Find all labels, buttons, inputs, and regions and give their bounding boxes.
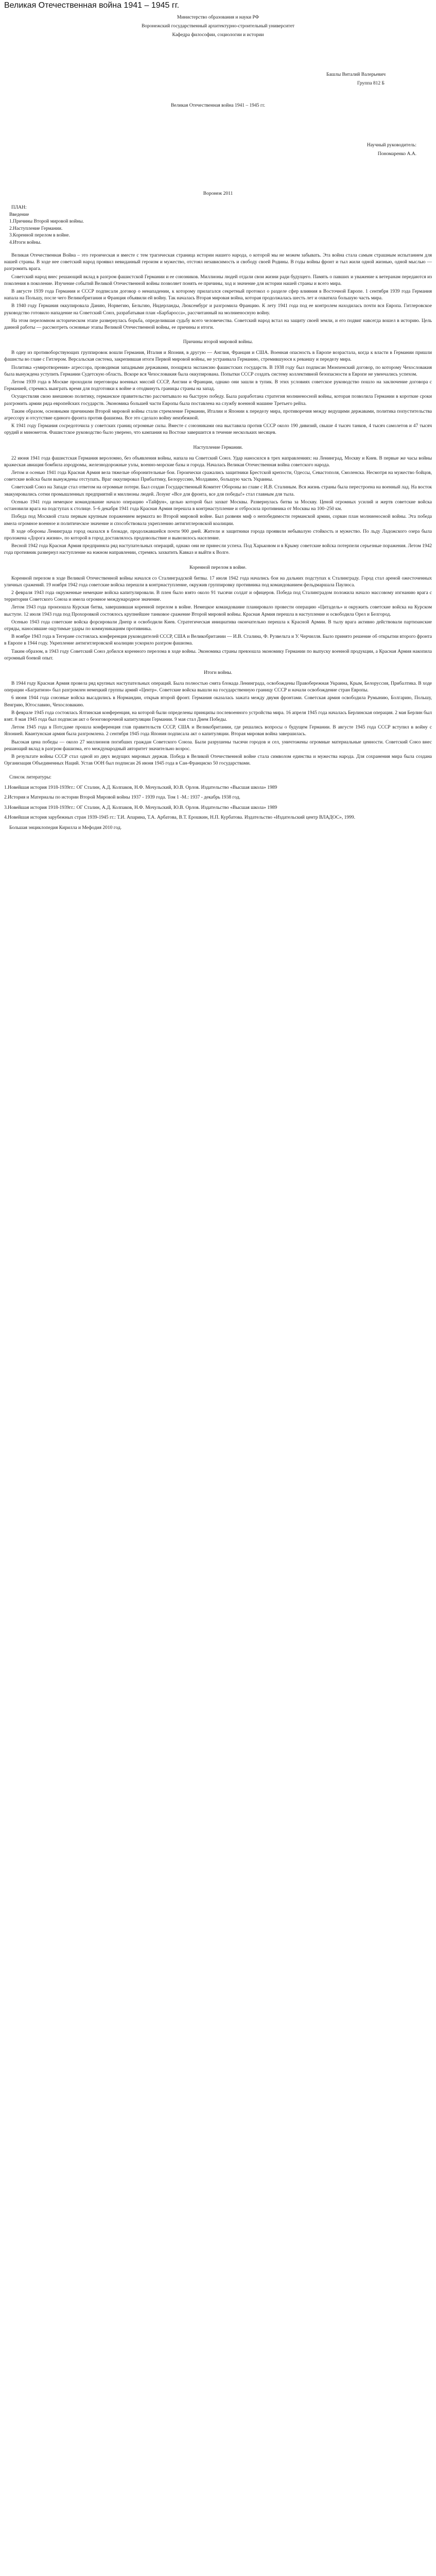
section-paragraph: В одну из противоборствующих группировок вошли Германия, Италия и Япония, в другую — Англия, Франция и США. Военная опасность в Европе возрастала, когда к власти в Германии пришли фашисты во главе с Гитлером. Версальская система, закрепившая итоги Первой мировой войны, не устраивала Германию, стремившуюся к реваншу и переделу мира. <box>4 350 432 363</box>
place-year: Воронеж 2011 <box>203 191 233 196</box>
literature-item: 2.История и Материалы по истории Второй Мировой войны 1937 - 1939 года. Том 1 -М.: 1937 - декабрь 1938 год. <box>4 795 240 801</box>
section-offensive <box>4 445 432 557</box>
department-line: Кафедра философии, социологии и истории <box>172 32 264 38</box>
intro-paragraph: В августе 1939 года Германия и СССР подписали договор о ненападении, к которому прилагался секретный протокол о разделе сфер влияния в Восточной Европе. 1 сентября 1939 года Германия напала на Польшу, после чего Великобритания и Франция объявили ей войну. Так началась Вторая мировая война, которая продолжалась шесть лет и охватила большую часть мира. <box>4 289 432 301</box>
author-group: Группа 812 Б <box>357 81 385 86</box>
plan-item: 4.Итоги войны. <box>9 240 42 245</box>
section-paragraph: Осенью 1941 года немецкое командование начало операцию «Тайфун», целью которой был захват Москвы. Развернулась битва за Москву. Ценой огромных усилий и жертв советские войска остановили врага на подступах к столице. 5–6 декабря 1941 года Красная Армия перешла в контрнаступление и отбросила противника от Москвы на 100–250 км. <box>4 499 432 512</box>
intro-paragraph: На этом переломном историческом этапе развернулась борьба, определившая судьбу всего человечества. Советский народ встал на защиту своей земли, и его подвиг навсегда вошел в историю. Цель данной работы — рассмотреть основные этапы Великой Отечественной войны, ее причины и итоги. <box>4 318 432 331</box>
section-paragraph: В феврале 1945 года состоялась Ялтинская конференция, на которой были определены принципы послевоенного устройства мира. 16 апреля 1945 года началась Берлинская операция. 2 мая Берлин был взят. 8 мая 1945 года был подписан акт о безоговорочной капитуляции Германии. 9 мая стал Днем Победы. <box>4 710 432 722</box>
section-paragraph: Осенью 1943 года советские войска форсировали Днепр и освободили Киев. Стратегическая инициатива окончательно перешла к Красной Армии. В тылу врага активно действовали партизанские отряды, наносившие ощутимые удары по коммуникациям противника. <box>4 619 432 632</box>
literature-item: 3.Новейшая история 1918-1939гг.: ОГ Сталин, А.Д. Колпаков, Н.Ф. Мочульский, Ю.В. Орлов. Издательство «Высшая школа» 1989 <box>4 805 277 810</box>
section-paragraph: 22 июня 1941 года фашистская Германия вероломно, без объявления войны, напала на Советский Союз. Удар наносился в трех направлениях: на Ленинград, Москву и Киев. В первые же часы войны вражеская авиация бомбила аэродромы, железнодорожные узлы, военно-морские базы и города. Началась Великая Отечественная война советского народа. <box>4 455 432 468</box>
section-heading: Причины второй мировой войны. <box>183 340 253 345</box>
topic-line: Великая Отечественная война 1941 – 1945 гг. <box>170 103 266 108</box>
literature-item: 1.Новейшая история 1918-1939гг.: ОГ Сталин, А.Д. Колпаков, Н.Ф. Мочульский, Ю.В. Орлов. Издательство «Высшая школа» 1989 <box>4 785 277 790</box>
section-paragraph: Советский Союз на Западе стал ответом на огромные потери. Был создан Государственный Комитет Обороны во главе с И.В. Сталиным. Вся жизнь страны была перестроена на военный лад. На восток эвакуировались сотни промышленных предприятий и миллионы людей. Лозунг «Все для фронта, все для победы!» стал главным для тыла. <box>4 485 432 497</box>
section-paragraph: Таким образом, в 1943 году Советский Союз добился коренного перелома в ходе войны. Экономика страны превзошла экономику Германии по выпуску военной продукции, а Красная Армия накопила огромный боевой опыт. <box>4 649 432 661</box>
advisor-label: Научный руководитель: <box>367 143 416 148</box>
title-page-header <box>4 13 432 40</box>
advisor-name: Пономаренко А.А. <box>377 151 416 157</box>
section-paragraph: Коренной перелом в ходе Великой Отечественной войны начался со Сталинградской битвы. 17 июля 1942 года начались бои на дальних подступах к Сталинграду. Город стал ареной ожесточенных уличных сражений. 19 ноября 1942 года советские войска перешли в контрнаступление, окружив группировку противника под командованием фельдмаршала Паулюса. <box>4 575 432 588</box>
section-paragraph: В ноябре 1943 года в Тегеране состоялась конференция руководителей СССР, США и Великобритании — И.В. Сталина, Ф. Рузвельта и У. Черчилля. Было принято решение об открытии второго фронта в Европе в 1944 году. Укрепление антигитлеровской коалиции ускорило разгром фашизма. <box>4 634 432 647</box>
section-paragraph: Летом 1945 года в Потсдаме прошла конференция глав правительств СССР, США и Великобритании, где решались вопросы о будущем Германии. В августе 1945 года СССР вступил в войну с Японией. Квантунская армия была разгромлена. 2 сентября 1945 года Япония подписала акт о капитуляции. Вторая мировая война завершилась. <box>4 725 432 737</box>
section-paragraph: Летом 1943 года произошла Курская битва, завершившая коренной перелом в войне. Немецкое командование планировало провести операцию «Цитадель» и окружить советские войска на Курском выступе. 12 июля 1943 года под Прохоровкой состоялось крупнейшее танковое сражение Второй мировой войны. Красная Армия перешла в наступление и освободила Орел и Белгород. <box>4 605 432 617</box>
intro-paragraph: Советский народ внес решающий вклад в разгром фашистской Германии и ее союзников. Миллионы людей отдали свои жизни ради будущего. Память о павших и уважение к ветеранам передаются из поколения в поколение. Изучение событий Великой Отечественной войны позволяет понять ее причины, ход и значение для истории нашей страны и всего мира. <box>4 274 432 286</box>
section-paragraph: Высокая цена победы — около 27 миллионов погибших граждан Советского Союза. Были разрушены тысячи городов и сел, уничтожены огромные материальные ценности. Советский Союз внес решающий вклад в разгром фашизма, его международный авторитет значительно возрос. <box>4 739 432 752</box>
section-heading: Наступление Германии. <box>193 445 243 450</box>
plan-block <box>4 205 432 246</box>
literature-item: 4.Новейшая история зарубежных стран 1939-1945 гг.: Т.И. Апарина, Т.А. Арбатова, В.Т. Ерошкин, Н.П. Курбатова. Издательство «Издательский центр ВЛАДОС», 1999. <box>4 815 355 821</box>
plan-item: 1.Причины Второй мировой войны. <box>9 219 84 224</box>
plan-label: ПЛАН: <box>11 205 27 210</box>
section-paragraph: В ходе обороны Ленинграда город оказался в блокаде, продолжавшейся почти 900 дней. Жители и защитники города проявили небывалую стойкость и мужество. По льду Ладожского озера была проложена «Дорога жизни», по которой в город доставлялось продовольствие и вывозилось население. <box>4 529 432 541</box>
section-paragraph: Политика «умиротворения» агрессора, проводимая западными державами, поощряла экспансию фашистских государств. В 1938 году был подписан Мюнхенский договор, по которому Чехословакия была вынуждена уступить Германии Судетскую область. Вскоре вся Чехословакия была оккупирована. Попытки СССР создать систему коллективной безопасности в Европе не увенчались успехом. <box>4 365 432 377</box>
introduction <box>4 252 432 331</box>
literature-label: Список литературы: <box>9 775 51 781</box>
section-results <box>4 670 432 767</box>
ministry-line: Министерство образования и науки РФ <box>177 15 259 20</box>
literature-block <box>4 774 432 832</box>
section-paragraph: В 1944 году Красная Армия провела ряд крупных наступательных операций. Была полностью снята блокада Ленинграда, освобождены Правобережная Украина, Крым, Белоруссия, Прибалтика. В ходе операции «Багратион» был разгромлен немецкий группы армий «Центр». Советские войска вышли на государственную границу СССР и начали освобождение стран Европы. <box>4 681 432 693</box>
section-paragraph: Победа под Москвой стала первым крупным поражением вермахта во Второй мировой войне. Был развеян миф о непобедимости германской армии, сорван план молниеносной войны. Эта победа имела огромное военное и политическое значение и способствовала укреплению антигитлеровской коалиции. <box>4 514 432 527</box>
section-paragraph: К 1941 году Германия сосредоточила у советских границ огромные силы. Вместе с союзниками она выставила против СССР около 190 дивизий, свыше 4 тысяч танков, 4 тысяч самолетов и 47 тысяч орудий и минометов. Фашистское руководство было уверено, что кампания на Востоке завершится в течение нескольких месяцев. <box>4 423 432 436</box>
section-paragraph: 6 июня 1944 года союзные войска высадились в Нормандии, открыв второй фронт. Германия оказалась зажата между двумя фронтами. Советская армия освободила Румынию, Болгарию, Польшу, Венгрию, Югославию, Чехословакию. <box>4 696 432 708</box>
advisor-block <box>4 141 432 159</box>
section-paragraph: Весной 1942 года Красная Армия предприняла ряд наступательных операций, однако они не принесли успеха. Под Харьковом и в Крыму советские войска потерпели серьезные поражения. Летом 1942 года противник развернул наступление на южном направлении, стремясь захватить Кавказ и выйти к Волге. <box>4 544 432 556</box>
section-paragraph: Таким образом, основными причинами Второй мировой войны стали стремление Германии, Италии и Японии к переделу мира, противоречия между ведущими державами, политика попустительства агрессору и отсутствие единого фронта против фашизма. Все это сделало войну неизбежной. <box>4 409 432 421</box>
document-page <box>0 0 436 845</box>
document-title: Великая Отечественная война 1941 – 1945 гг. <box>4 1 180 10</box>
author-name: Башлы Виталий Валерьевич <box>326 72 386 77</box>
intro-paragraph: Великая Отечественная Война – это героическая и вместе с тем трагическая страница истории нашего народа, о которой мы не можем забывать. Эта война стала самым страшным испытанием для нашей страны. В ходе нее советский народ проявил невиданный героизм и мужество, отстоял независимость и свободу своей Родины. В годы войны фронт и тыл жили одной жизнью, одной мыслью — разгромить врага. <box>4 253 432 272</box>
section-turning-point <box>4 565 432 662</box>
literature-item: Большая энциклопедия Кирилла и Мефодия 2010 год. <box>9 825 122 831</box>
section-heading: Итоги войны. <box>203 670 233 675</box>
section-paragraph: 2 февраля 1943 года окруженные немецкие войска капитулировали. В плен было взято около 91 тысячи солдат и офицеров. Победа под Сталинградом положила начало массовому изгнанию врага с территории Советского Союза и имела огромное международное значение. <box>4 590 432 603</box>
author-block <box>4 71 432 88</box>
university-line: Воронежский государственный архитектурно-строительный университет <box>141 24 295 29</box>
section-causes <box>4 340 432 436</box>
section-paragraph: Осуществляя свою внешнюю политику, германское правительство рассчитывало на быструю победу. Была разработана стратегия молниеносной войны, которая позволила Германии в короткие сроки разгромить армии ряда европейских государств. Экономика большей части Европы была поставлена на службу военной машине Третьего рейха. <box>4 394 432 406</box>
section-heading: Коренной перелом в войне. <box>189 565 247 570</box>
intro-paragraph: В 1940 году Германия оккупировала Данию, Норвегию, Бельгию, Нидерланды, Люксембург и разгромила Францию. К лету 1941 года под ее контролем находилась почти вся Европа. Гитлеровское руководство готовило нападение на Советский Союз, разрабатывая план «Барбаросса», рассчитанный на молниеносную войну. <box>4 303 432 316</box>
section-paragraph: В результате войны СССР стал одной из двух ведущих мировых держав. Победа в Великой Отечественной войне стала символом единства и мужества народа. Для сохранения мира была создана Организация Объединенных Наций. Устав ООН был подписан 26 июня 1945 года в Сан-Франциско 50 государствами. <box>4 754 432 767</box>
plan-item: 2.Наступление Германии. <box>9 226 63 231</box>
section-paragraph: Летом и осенью 1941 года Красная Армия вела тяжелые оборонительные бои. Героически сражались защитники Брестской крепости, Одессы, Севастополя, Смоленска. Несмотря на мужество бойцов, советские войска были вынуждены отступать. Враг оккупировал Прибалтику, Белоруссию, Молдавию, большую часть Украины. <box>4 470 432 483</box>
plan-item: 3.Коренной перелом в войне. <box>9 233 70 238</box>
section-paragraph: Летом 1939 года в Москве проходили переговоры военных миссий СССР, Англии и Франции, однако они зашли в тупик. В этих условиях советское руководство пошло на заключение договора с Германией, стремясь выиграть время для подготовки к войне и отодвинуть границы страны на запад. <box>4 380 432 392</box>
plan-item: Введение <box>9 212 29 217</box>
